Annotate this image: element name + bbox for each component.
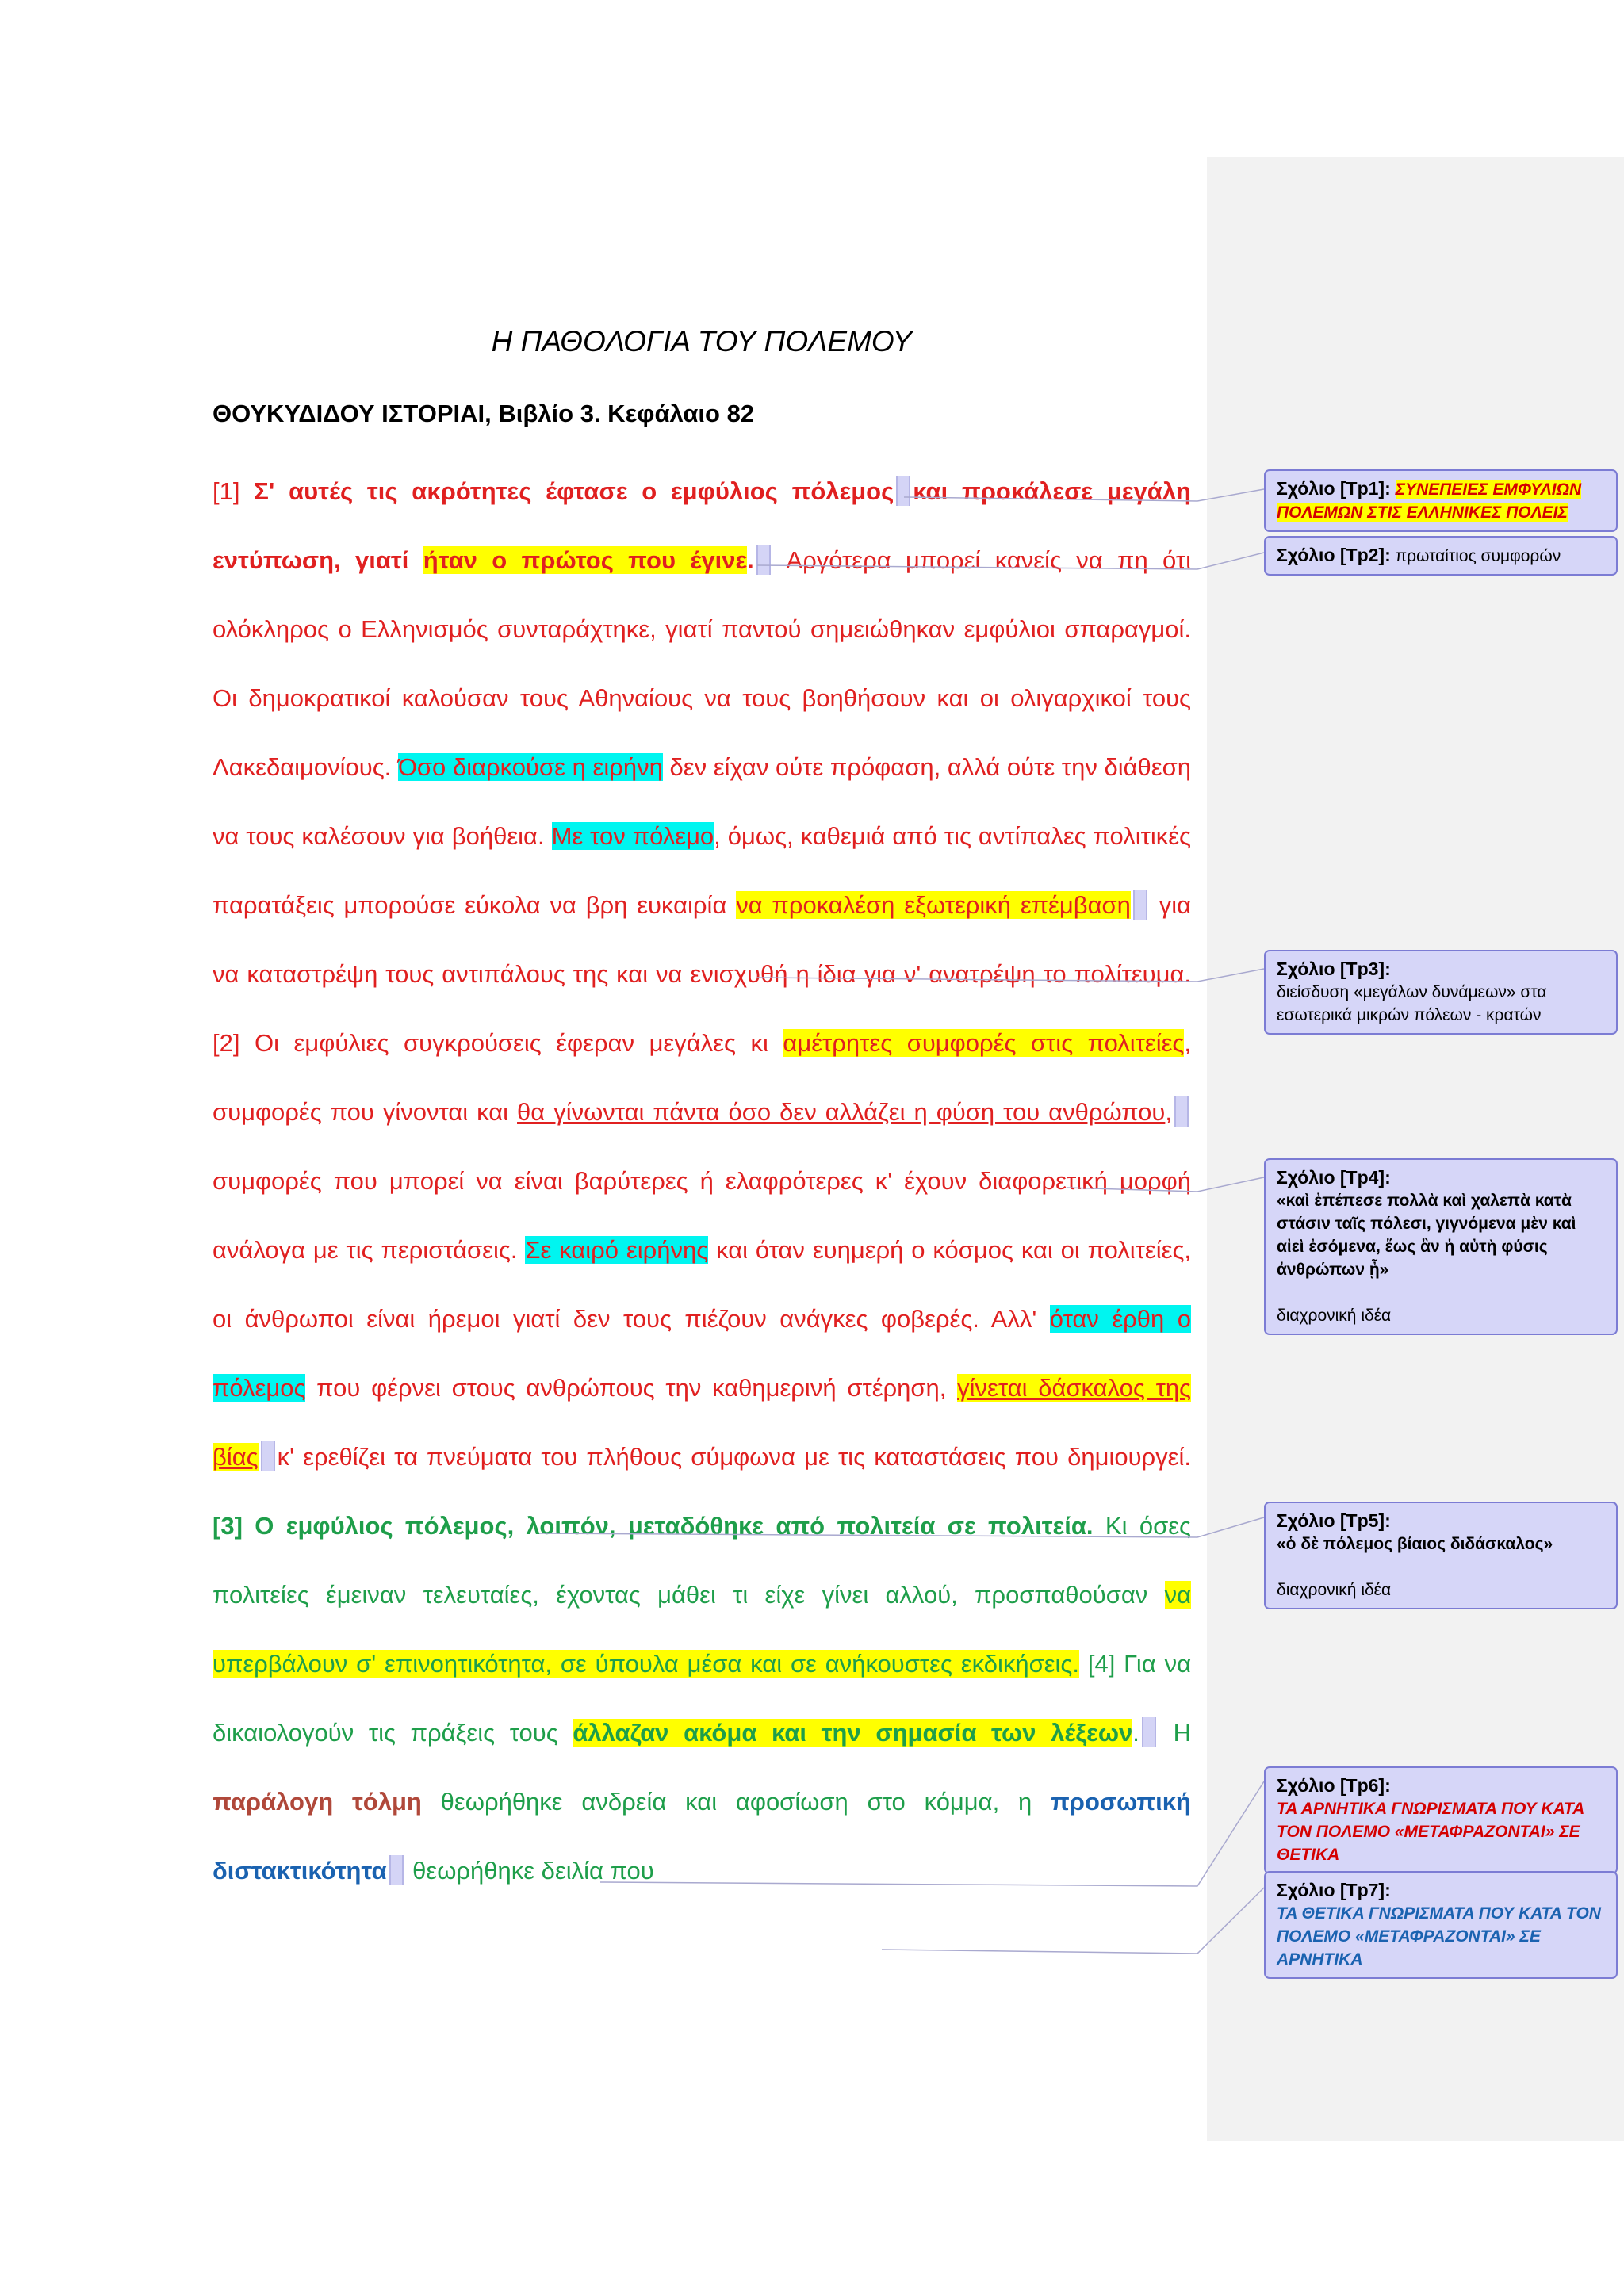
comment-anchor-tp1[interactable] bbox=[896, 476, 910, 506]
body-text: συμφορές που μπορεί να είναι βαρύτερες ή ελαφρότερες κ' έχουν διαφορετική μορφή ανάλογα με τις περιστάσεις. bbox=[213, 1167, 1191, 1264]
body-text-bold: προσωπική διστακτικότητα bbox=[213, 1788, 1191, 1885]
highlighted-text: γίνεται δάσκαλος της βίας bbox=[213, 1374, 1191, 1471]
comment-anchor-tp3[interactable] bbox=[1133, 890, 1147, 920]
comment-text: διαχρονική ιδέα bbox=[1277, 1307, 1392, 1325]
comment-text: ΣΥΝΕΠΕΙΕΣ ΕΜΦΥΛΙΩΝ ΠΟΛΕΜΩΝ ΣΤΙΣ ΕΛΛΗΝΙΚΕΣ ΠΟΛΕΙΣ bbox=[1277, 480, 1582, 522]
body-text-bold: [3] Ο εμφύλιος πόλεμος, λοιπόν, μεταδόθηκε από πολιτεία σε πολιτεία. bbox=[213, 1512, 1094, 1540]
comment-tp5[interactable] bbox=[1264, 1502, 1618, 1609]
highlighted-text: όταν έρθη ο πόλεμος bbox=[213, 1305, 1192, 1402]
comment-label: Σχόλιο [Tp4]: bbox=[1277, 1167, 1391, 1188]
comment-tp3[interactable] bbox=[1264, 950, 1618, 1035]
comment-quote: «καὶ ἐπέπεσε πολλὰ καὶ χαλεπὰ κατὰ στάσιν ταῖς πόλεσι, γιγνόμενα μὲν καὶ αἰεὶ ἐσόμενα, ἕως ἂν ἡ αὐτὴ φύσις ἀνθρώπων ᾖ» bbox=[1277, 1192, 1576, 1279]
body-text-bold: . bbox=[747, 546, 754, 574]
comment-tp7[interactable] bbox=[1264, 1871, 1618, 1979]
comment-text: ΤΑ ΑΡΝΗΤΙΚΑ ΓΝΩΡΙΣΜΑΤΑ ΠΟΥ ΚΑΤΑ ΤΟΝ ΠΟΛΕΜΟ «ΜΕΤΑΦΡΑΖΟΝΤΑΙ» ΣΕ ΘΕΤΙΚΑ bbox=[1277, 1800, 1584, 1864]
highlighted-text: να υπερβάλουν σ' επινοητικότητα, σε ύπουλα μέσα και σε ανήκουστες εκδικήσεις. bbox=[213, 1581, 1191, 1678]
highlighted-text: Με τον πόλεμο bbox=[551, 822, 714, 850]
body-text-bold: παράλογη τόλμη bbox=[213, 1788, 422, 1816]
highlighted-text: αμέτρητες συμφορές στις πολιτείες bbox=[783, 1029, 1185, 1057]
comment-label: Σχόλιο [Tp6]: bbox=[1277, 1775, 1391, 1796]
comment-anchor-tp6[interactable] bbox=[1142, 1717, 1156, 1747]
comment-quote: «ὁ δὲ πόλεμος βίαιος διδάσκαλος» bbox=[1277, 1535, 1553, 1553]
body-text-bold: Σ' αυτές τις ακρότητες έφτασε ο εμφύλιος πόλεμος bbox=[254, 477, 894, 505]
body-text: Κι όσες πολιτείες έμειναν τελευταίες, έχοντας μάθει τι είχε γίνει αλλού, προσπαθούσαν bbox=[213, 1512, 1191, 1609]
body-text: , bbox=[1165, 1098, 1172, 1126]
body-text: που φέρνει στους ανθρώπους την καθημερινή στέρηση, bbox=[305, 1374, 958, 1402]
body-text: Αργότερα μπορεί κανείς να πη ότι ολόκληρος ο Ελληνισμός συνταράχτηκε, γιατί παντού σημειώθηκαν εμφύλιοι σπαραγμοί. Οι δημοκρατικοί καλούσαν τους Αθηναίους να τους βοηθήσουν και οι ολιγαρχικοί τους Λακεδαιμονίους. bbox=[213, 546, 1191, 781]
comment-anchor-tp2[interactable] bbox=[756, 545, 771, 575]
comment-tp6[interactable] bbox=[1264, 1766, 1618, 1874]
paragraph-number: [1] bbox=[213, 477, 255, 505]
highlighted-text: άλλαζαν ακόμα και την σημασία των λέξεων bbox=[573, 1719, 1133, 1747]
body-text: κ' ερεθίζει τα πνεύματα του πλήθους σύμφωνα με τις καταστάσεις που δημιουργεί. bbox=[277, 1443, 1191, 1471]
body-text: και όταν ευημερή ο κόσμος και οι πολιτείες, οι άνθρωποι είναι ήρεμοι γιατί δεν τους πιέζουν ανάγκες φοβερές. Αλλ' bbox=[213, 1236, 1191, 1333]
comment-label: Σχόλιο [Tp5]: bbox=[1277, 1510, 1391, 1531]
body-text: δεν είχαν ούτε πρόφαση, αλλά ούτε την διάθεση να τους καλέσουν για βοήθεια. bbox=[213, 753, 1191, 850]
highlighted-text: Σε καιρό ειρήνης bbox=[525, 1236, 709, 1264]
comment-text: ΤΑ ΘΕΤΙΚΑ ΓΝΩΡΙΣΜΑΤΑ ΠΟΥ ΚΑΤΑ ΤΟΝ ΠΟΛΕΜΟ «ΜΕΤΑΦΡΑΖΟΝΤΑΙ» ΣΕ ΑΡΝΗΤΙΚΑ bbox=[1277, 1904, 1601, 1969]
body-text: , όμως, καθεμιά από τις αντίπαλες πολιτικές παρατάξεις μπορούσε εύκολα να βρη ευκαιρία bbox=[213, 822, 1191, 919]
comment-anchor-tp4[interactable] bbox=[1174, 1096, 1189, 1127]
comment-anchor-tp7[interactable] bbox=[389, 1855, 404, 1885]
body-text: θεωρήθηκε δειλία που bbox=[405, 1857, 654, 1885]
document-subtitle: ΘΟΥΚΥΔΙΔΟΥ ΙΣΤΟΡΙΑΙ, Βιβλίο 3. Κεφάλαιο 82 bbox=[213, 400, 755, 427]
highlighted-text: Όσο διαρκούσε η ειρήνη bbox=[397, 753, 663, 781]
body-text: , συμφορές που γίνονται και bbox=[213, 1029, 1192, 1126]
comment-label: Σχόλιο [Tp2]: bbox=[1277, 545, 1391, 565]
underlined-text: θα γίνωνται πάντα όσο δεν αλλάζει η φύση του ανθρώπου bbox=[517, 1098, 1166, 1126]
comment-tp1[interactable] bbox=[1264, 469, 1618, 532]
comment-text: διαχρονική ιδέα bbox=[1277, 1581, 1392, 1599]
body-text: θεωρήθηκε ανδρεία και αφοσίωση στο κόμμα, η bbox=[421, 1788, 1051, 1816]
document-title: Η ΠΑΘΟΛΟΓΙΑ ΤΟΥ ΠΟΛΕΜΟΥ bbox=[491, 325, 913, 358]
comment-label: Σχόλιο [Tp1]: bbox=[1277, 478, 1391, 499]
comment-tp4[interactable] bbox=[1264, 1158, 1618, 1335]
body-text: για να καταστρέψη τους αντιπάλους της και να ενισχυθή η ίδια για ν' ανατρέψη το πολίτευμα. [2] Οι εμφύλιες συγκρούσεις έφεραν μεγάλες κι bbox=[213, 891, 1191, 1057]
comment-text: διείσδυση «μεγάλων δυνάμεων» στα εσωτερικά μικρών πόλεων - κρατών bbox=[1277, 983, 1547, 1024]
comment-text: πρωταίτιος συμφορών bbox=[1395, 547, 1561, 565]
highlighted-text: ήταν ο πρώτος που έγινε bbox=[423, 546, 748, 574]
body-text: [4] Για να δικαιολογούν τις πράξεις τους bbox=[213, 1650, 1192, 1747]
comment-label: Σχόλιο [Tp7]: bbox=[1277, 1880, 1391, 1900]
document-body[interactable] bbox=[213, 457, 1191, 1905]
comment-tp2[interactable] bbox=[1264, 536, 1618, 576]
comment-label: Σχόλιο [Tp3]: bbox=[1277, 959, 1391, 979]
body-text-bold: και προκάλεσε μεγάλη εντύπωση, γιατί bbox=[213, 477, 1191, 574]
body-text: Η bbox=[1158, 1719, 1191, 1747]
body-text: . bbox=[1132, 1719, 1139, 1747]
highlighted-text: να προκαλέση εξωτερική επέμβαση bbox=[736, 891, 1131, 919]
comment-anchor-tp5[interactable] bbox=[261, 1441, 275, 1471]
